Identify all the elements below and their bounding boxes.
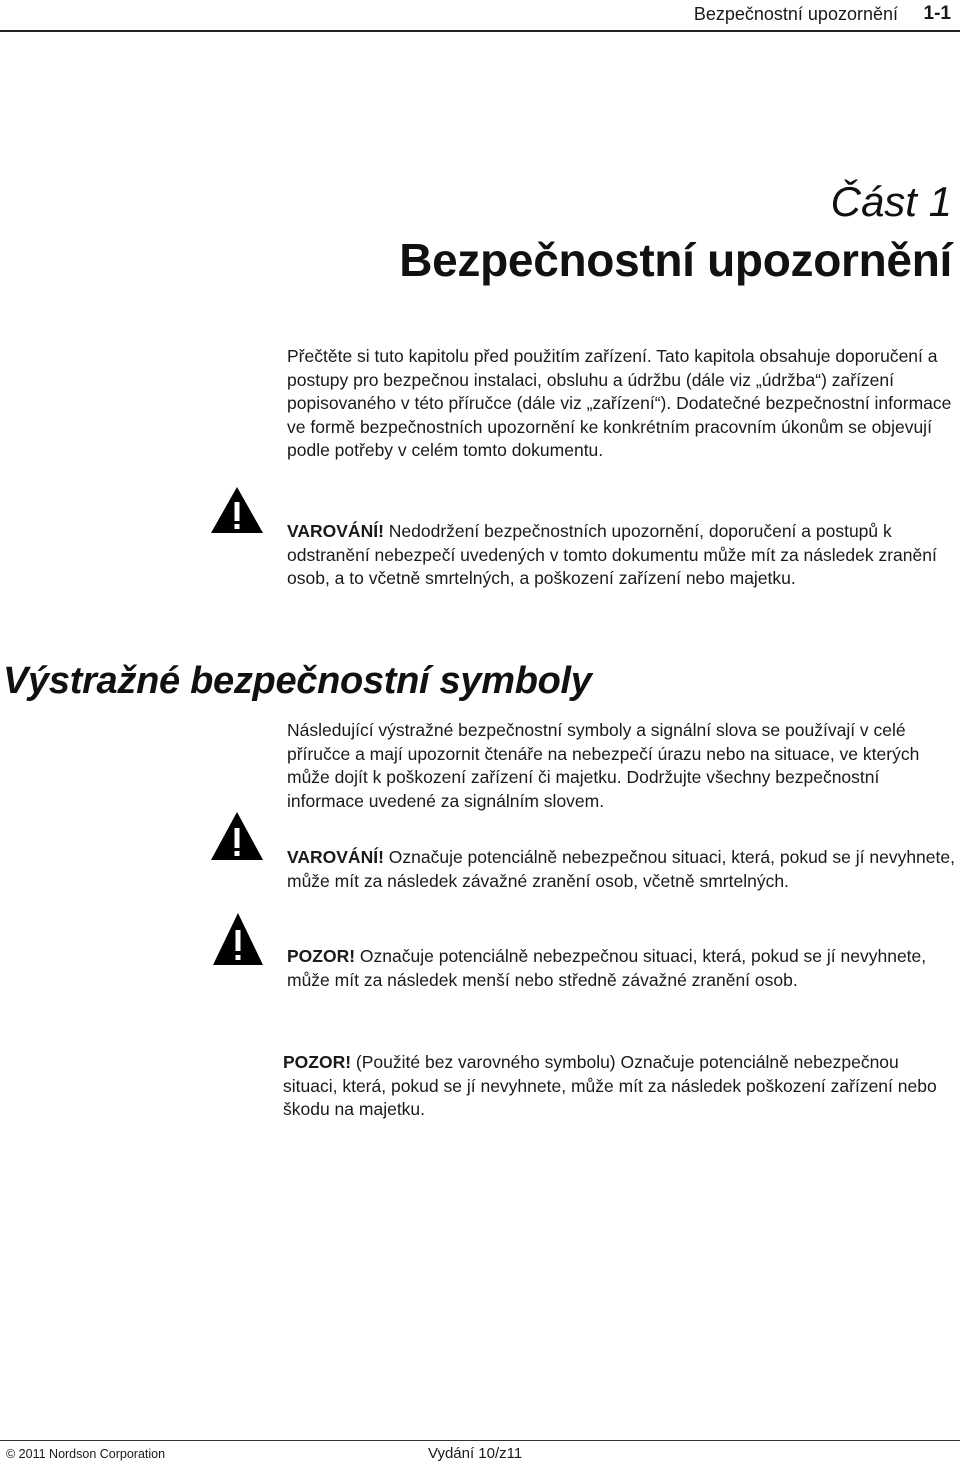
chapter-title: Bezpečnostní upozornění (399, 234, 952, 286)
part-label: Část 1 (830, 178, 952, 225)
warning-triangle-icon (209, 485, 265, 535)
warning-keyword: VAROVÁNÍ! (287, 847, 384, 867)
caution-keyword: POZOR! (287, 946, 356, 966)
header-divider (0, 30, 960, 32)
header-page-number: 1-1 (923, 3, 951, 24)
warning-definition (287, 846, 955, 893)
caution-definition (287, 945, 955, 992)
section-title: Výstražné bezpečnostní symboly (3, 660, 592, 702)
caution-no-symbol-text: (Použité bez varovného symbolu) Označuje potenciálně nebezpečnou situaci, která, pokud se jí nevyhnete, může mít za následek poškození zařízení nebo škodu na majetku. (283, 1052, 937, 1119)
caution-definition-text: Označuje potenciálně nebezpečnou situaci, která, pokud se jí nevyhnete, může mít za následek menší nebo středně závažné zranění osob. (287, 946, 927, 990)
footer-copyright: © 2011 Nordson Corporation (6, 1447, 166, 1461)
symbols-intro-paragraph: Následující výstražné bezpečnostní symboly a signální slova se používají v celé příručce a mají upozornit čtenáře na nebezpečí úrazu nebo na situace, ve kterých může dojít k poškození zařízení či majetku. Dodržujte všechny bezpečnostní informace uvedené za signálním slovem. (287, 720, 920, 811)
footer-edition: Vydání 10/z11 (428, 1445, 523, 1462)
warning-intro-text: Nedodržení bezpečnostních upozornění, doporučení a postupů k odstranění nebezpečí uvedených v tomto dokumentu může mít za následek zranění osob, a to včetně smrtelných, a poškození zařízení nebo majetku. (287, 521, 937, 588)
caution-no-symbol-definition (283, 1051, 955, 1122)
warning-definition-text: Označuje potenciálně nebezpečnou situaci, která, pokud se jí nevyhnete, může mít za následek závažné zranění osob, včetně smrtelných. (287, 847, 955, 891)
warning-triangle-icon (209, 810, 265, 862)
intro-paragraph: Přečtěte si tuto kapitolu před použitím zařízení. Tato kapitola obsahuje doporučení a postupy pro bezpečnou instalaci, obsluhu a údržbu (dále viz „údržba“) zařízení popisovaného v této příručce (dále viz „zařízení“). Dodatečné bezpečnostní informace ve formě bezpečnostních upozornění ke konkrétním pracovním úkonům se objevují podle potřeby v celém tomto dokumentu. (287, 346, 952, 460)
warning-intro-paragraph (287, 520, 955, 591)
caution-keyword: POZOR! (283, 1052, 352, 1072)
footer-divider (0, 1440, 960, 1441)
caution-triangle-icon (211, 911, 265, 967)
header-section-title: Bezpečnostní upozornění (693, 4, 898, 24)
warning-keyword: VAROVÁNÍ! (287, 521, 384, 541)
